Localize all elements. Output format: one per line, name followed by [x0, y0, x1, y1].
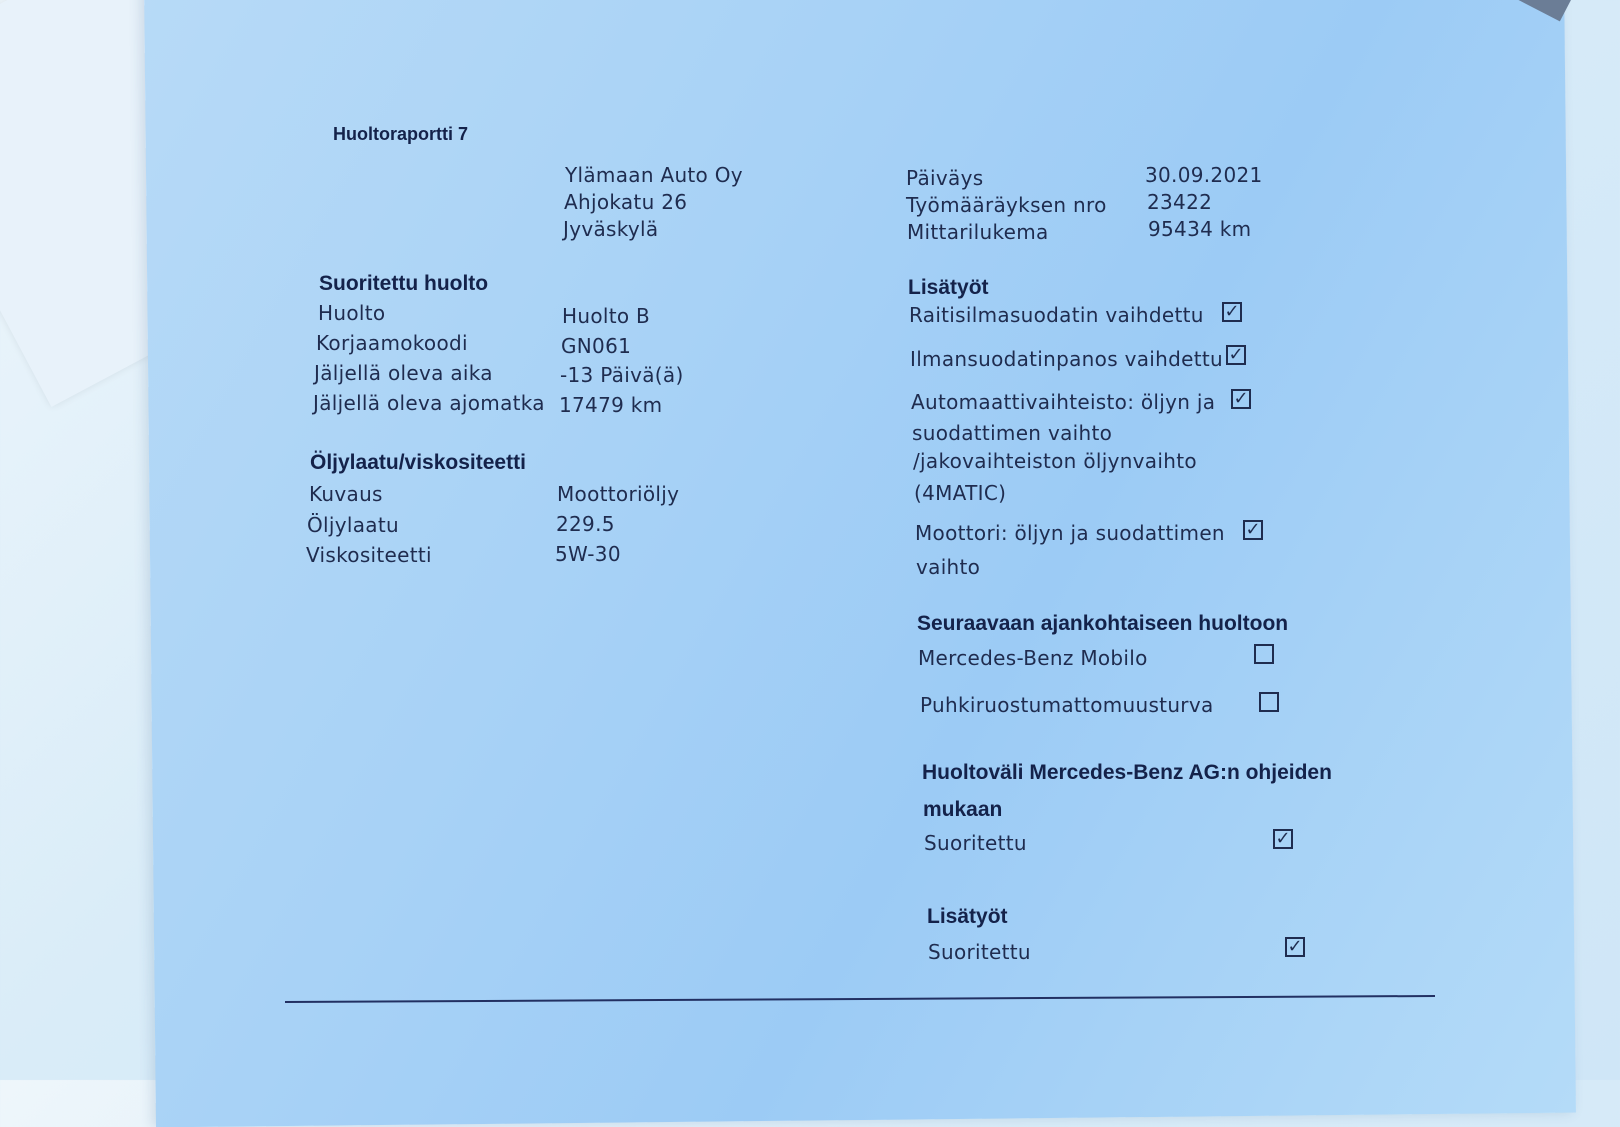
check-mark-icon: ✓: [1233, 388, 1249, 409]
check-mark-icon: ✓: [1245, 519, 1261, 540]
interval-heading: Huoltoväli Mercedes-Benz AG:n ohjeiden: [922, 761, 1332, 784]
check-mark-icon: ✓: [1224, 301, 1240, 322]
service-label: Huolto: [318, 301, 386, 325]
extra-work-item-label: Raitisilmasuodatin vaihdettu: [909, 303, 1204, 327]
extra-work-item-label-cont: (4MATIC): [914, 481, 1007, 505]
checkbox[interactable]: [1259, 692, 1279, 712]
oil-heading: Öljylaatu/viskositeetti: [310, 451, 526, 474]
meta-value-odometer: 95434 km: [1148, 217, 1252, 241]
checkbox[interactable]: [1226, 345, 1246, 365]
extra-work-item-label-cont: suodattimen vaihto: [912, 421, 1113, 445]
service-value: GN061: [561, 334, 632, 358]
meta-value-date: 30.09.2021: [1145, 163, 1263, 187]
report-title: Huoltoraportti 7: [333, 124, 468, 144]
check-mark-icon: ✓: [1275, 828, 1291, 849]
check-mark-icon: ✓: [1228, 344, 1244, 365]
service-heading: Suoritettu huolto: [319, 272, 489, 295]
service-value: 17479 km: [559, 393, 663, 417]
checkbox[interactable]: [1243, 520, 1263, 540]
service-label: Korjaamokoodi: [316, 331, 468, 355]
interval-item-label: Suoritettu: [924, 831, 1027, 855]
meta-label-date: Päiväys: [906, 166, 984, 190]
service-value: -13 Päivä(ä): [560, 363, 684, 387]
service-label: Jäljellä oleva aika: [314, 361, 493, 385]
oil-value: 5W-30: [555, 542, 621, 566]
extra-work-heading: Lisätyöt: [908, 276, 989, 299]
oil-label: Öljylaatu: [307, 513, 399, 537]
extra-work-item-label: Moottori: öljyn ja suodattimen: [915, 521, 1225, 545]
oil-label: Kuvaus: [309, 482, 383, 506]
oil-value: 229.5: [556, 512, 615, 536]
checkbox[interactable]: [1231, 389, 1251, 409]
check-mark-icon: ✓: [1287, 936, 1303, 957]
next-service-heading: Seuraavaan ajankohtaiseen huoltoon: [917, 612, 1289, 635]
company-name: Ylämaan Auto Oy: [565, 163, 743, 187]
checkbox[interactable]: [1254, 644, 1274, 664]
checkbox[interactable]: [1273, 829, 1293, 849]
meta-label-odometer: Mittarilukema: [907, 220, 1049, 244]
extra-work-item-label-cont: vaihto: [916, 555, 981, 579]
next-service-item-label: Mercedes-Benz Mobilo: [918, 646, 1148, 670]
extra-work-item-label-cont: /jakovaihteiston öljynvaihto: [913, 449, 1197, 473]
service-value: Huolto B: [562, 304, 651, 328]
company-street: Ahjokatu 26: [564, 190, 688, 214]
next-service-item-label: Puhkiruostumattomuusturva: [920, 693, 1214, 717]
extra-work-item-label: Ilmansuodatinpanos vaihdettu: [910, 347, 1223, 371]
company-city: Jyväskylä: [563, 217, 659, 241]
extra-work-item-label: Automaattivaihteisto: öljyn ja: [911, 390, 1216, 414]
sheet-corner: [1480, 0, 1578, 21]
interval-heading-cont: mukaan: [923, 798, 1003, 821]
oil-label: Viskositeetti: [306, 543, 432, 567]
oil-value: Moottoriöljy: [557, 482, 680, 506]
extra-work-2-item-label: Suoritettu: [928, 940, 1031, 964]
meta-label-order: Työmääräyksen nro: [906, 193, 1107, 217]
extra-work-2-heading: Lisätyöt: [927, 905, 1008, 928]
checkbox[interactable]: [1285, 937, 1305, 957]
meta-value-order: 23422: [1147, 190, 1213, 214]
checkbox[interactable]: [1222, 302, 1242, 322]
service-label: Jäljellä oleva ajomatka: [313, 391, 545, 415]
